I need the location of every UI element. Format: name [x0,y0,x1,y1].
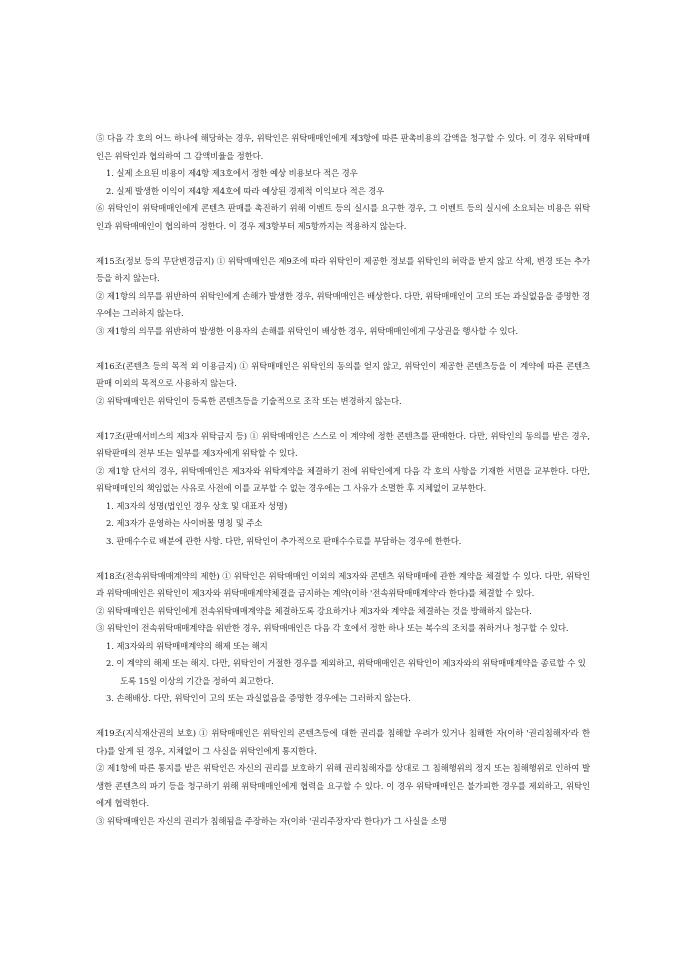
paragraph: ② 위탁매매인은 위탁인에게 전속위탁매매계약을 체결하도록 강요하거나 제3자와 계약을 체결하는 것을 방해하지 않는다. [96,605,532,616]
paragraph: ⑥ 위탁인이 위탁매매인에게 콘텐츠 판매를 촉진하기 위해 이벤트 등의 실시를 요구한 경우, 그 이벤트 등의 실시에 소요되는 비용은 위탁인과 위탁매매인이 협의하여 정한다. 이 경우 제3항부터 제5항까지는 적용하지 않는다. [96,203,590,231]
paragraph: ③ 위탁매매인은 자신의 권리가 침해됨을 주장하는 자(이하 '권리주장자'라 한다)가 그 사실을 소명 [96,815,447,826]
paragraph: ② 제1항에 따른 통지를 받은 위탁인은 자신의 권리를 보호하기 위해 권리침해자를 상대로 그 침해행위의 정지 또는 침해행위로 인하여 발생한 콘텐츠의 파기 등을 청구하기 위해 위탁매매인에게 협력을 요구할 수 있다. 이 경우 위탁매매인은 불가피한 경우를 제외하고, 위탁인에게 협력한다. [96,763,590,808]
paragraph: ② 위탁매매인은 위탁인이 등록한 콘텐츠등을 기술적으로 조작 또는 변경하지 않는다. [96,395,402,406]
paragraph-gap [96,550,590,568]
article-19-heading: 제19조(지식재산권의 보호) ① 위탁매매인은 위탁인의 콘텐츠등에 대한 권리를 침해할 우려가 있거나 침해한 자(이하 '권리침해자'라 한다)를 알게 된 경우, 지체없이 그 사실을 위탁인에게 통지한다. [96,728,590,756]
paragraph-gap [96,340,590,358]
article-18-heading: 제18조(전속위탁매매계약의 제한) ① 위탁인은 위탁매매인 이외의 제3자와 콘텐츠 위탁매매에 관한 계약을 체결할 수 있다. 다만, 위탁인과 위탁매매인은 위탁인이 제3자와 위탁매매계약체결을 금지하는 계약(이하 '전속위탁매매계약'라 한다)를 체결할 수 있다. [96,570,590,598]
paragraph-gap [96,708,590,726]
paragraph: ② 제1항의 의무를 위반하여 위탁인에게 손해가 발생한 경우, 위탁매매인은 배상한다. 다만, 위탁매매인이 고의 또는 과실없음을 증명한 경우에는 그러하지 않는다. [96,290,590,318]
document-body [96,130,590,830]
list-item: 3. 판매수수료 배분에 관한 사항. 다만, 위탁인이 추가적으로 판매수수료를 부담하는 경우에 한한다. [106,535,462,546]
list-item: 3. 손해배상. 다만, 위탁인이 고의 또는 과실없음을 증명한 경우에는 그러하지 않는다. [106,693,411,703]
list-item: 1. 제3자와의 위탁매매계약의 해제 또는 해지 [106,640,268,651]
paragraph: ② 제1항 단서의 경우, 위탁매매인은 제3자와 위탁계약을 체결하기 전에 위탁인에게 다음 각 호의 사항을 기재한 서면을 교부한다. 다만, 위탁매매인의 책임없는 사유로 사전에 이를 교부할 수 없는 경우에는 그 사유가 소멸한 후 지체없이 교부한다. [96,465,590,493]
list-item: 2. 제3자가 운영하는 사이버몰 명칭 및 주소 [106,518,263,528]
paragraph: ③ 제1항의 의무를 위반하여 발생한 이용자의 손해를 위탁인이 배상한 경우, 위탁매매인에게 구상권을 행사할 수 있다. [96,325,519,336]
article-17-heading: 제17조(판매서비스의 제3자 위탁금지 등) ① 위탁매매인은 스스로 이 계약에 정한 콘텐츠를 판매한다. 다만, 위탁인의 동의를 받은 경우, 위탁판매의 전부 또는 일부를 제3자에게 위탁할 수 있다. [96,430,590,458]
list-item: 1. 제3자의 성명(법인인 경우 상호 및 대표자 성명) [106,500,288,511]
paragraph-gap [96,235,590,253]
paragraph: ⑤ 다음 각 호의 어느 하나에 해당하는 경우, 위탁인은 위탁매매인에게 제3항에 따른 판촉비용의 감액을 청구할 수 있다. 이 경우 위탁매매인은 위탁인과 협의하여 그 감액비율을 정한다. [96,133,590,161]
paragraph-gap [96,410,590,428]
list-item: 2. 실제 발생한 이익이 제4항 제4호에 따라 예상된 경제적 이익보다 적은 경우 [106,185,385,196]
article-16-heading: 제16조(콘텐츠 등의 목적 외 이용금지) ① 위탁매매인은 위탁인의 동의를 얻지 않고, 위탁인이 제공한 콘텐츠등을 이 계약에 따른 콘텐츠 판매 이외의 목적으로 사용하지 않는다. [96,360,590,388]
list-item: 2. 이 계약의 해제 또는 해지. 다만, 위탁인이 거절한 경우를 제외하고, 위탁매매인은 위탁인이 제3자와의 위탁매매계약을 종료할 수 있도록 15일 이상의 기간을 정하여 최고한다. [106,658,586,686]
article-15-heading: 제15조(정보 등의 무단변경금지) ① 위탁매매인은 제9조에 따라 위탁인이 제공한 정보를 위탁인의 허락을 받지 않고 삭제, 변경 또는 추가 등을 하지 않는다. [96,255,590,283]
list-item: 1. 실제 소요된 비용이 제4항 제3호에서 정한 예상 비용보다 적은 경우 [106,168,358,178]
paragraph: ③ 위탁인이 전속위탁매매계약을 위반한 경우, 위탁매매인은 다음 각 호에서 정한 하나 또는 복수의 조치를 취하거나 청구할 수 있다. [96,623,569,633]
